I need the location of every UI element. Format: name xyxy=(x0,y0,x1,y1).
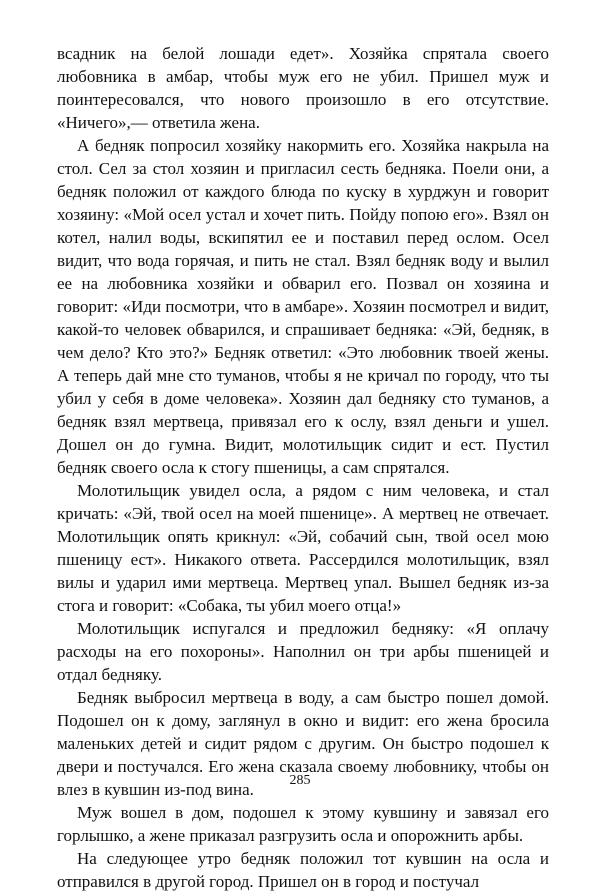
paragraph-3: Молотильщик увидел осла, а рядом с ним человека, и стал кричать: «Эй, твой осел на моей пшенице». А мертвец не отвечает. Молотильщик опять крикнул: «Эй, собачий сын, твой осел мою пшеницу ест». Никакого ответа. Рассердился молотильщик, взял вилы и ударил ими мертвеца. Мертвец упал. Вышел бедняк из-за стога и говорит: «Собака, ты убил моего отца!» xyxy=(57,481,549,615)
paragraph-1: всадник на белой лошади едет». Хозяйка спрятала своего любовника в амбар, чтобы муж его не убил. Пришел муж и поинтересовался, что нового произошло в его отсутствие. «Ничего»,— ответила жена. xyxy=(57,44,549,132)
paragraph-6: Муж вошел в дом, подошел к этому кувшину и завязал его горлышко, а жене приказал разгрузить осла и опорожнить арбы. xyxy=(57,803,549,845)
paragraph-5: Бедняк выбросил мертвеца в воду, а сам быстро пошел домой. Подошел он к дому, заглянул в окно и видит: его жена бросила маленьких детей и сидит рядом с другим. Он быстро подошел к двери и постучался. Его жена сказала своему любовнику, чтобы он влез в кувшин из-под вина. xyxy=(57,688,549,799)
paragraph-4: Молотильщик испугался и предложил бедняку: «Я оплачу расходы на его похороны». Наполнил он три арбы пшеницей и отдал бедняку. xyxy=(57,619,549,684)
paragraph-7: На следующее утро бедняк положил тот кувшин на осла и отправился в другой город. Пришел он в город и постучал xyxy=(57,849,549,891)
page-text-block xyxy=(57,42,549,893)
page-number: 285 xyxy=(289,773,311,788)
paragraph-2: А бедняк попросил хозяйку накормить его. Хозяйка накрыла на стол. Сел за стол хозяин и пригласил сесть бедняка. Поели они, а бедняк положил от каждого блюда по куску в хурджун и говорит хозяину: «Мой осел устал и хочет пить. Пойду попою его». Взял он котел, налил воды, вскипятил ее и поставил перед ослом. Осел видит, что вода горячая, и пить не стал. Взял бедняк воду и вылил ее на любовника хозяйки и обварил его. Позвал он хозяина и говорит: «Иди посмотри, что в амбаре». Хозяин посмотрел и видит, какой-то человек обварился, и спрашивает бедняка: «Эй, бедняк, в чем дело? Кто это?» Бедняк ответил: «Это любовник твоей жены. А теперь дай мне сто туманов, чтобы я не кричал по городу, что ты убил у себя в доме человека». Хозяин дал бедняку сто туманов, а бедняк взял мертвеца, привязал его к ослу, взял деньги и ушел. Дошел он до гумна. Видит, молотильщик сидит и ест. Пустил бедняк своего осла к стогу пшеницы, а сам спрятался. xyxy=(57,136,549,477)
